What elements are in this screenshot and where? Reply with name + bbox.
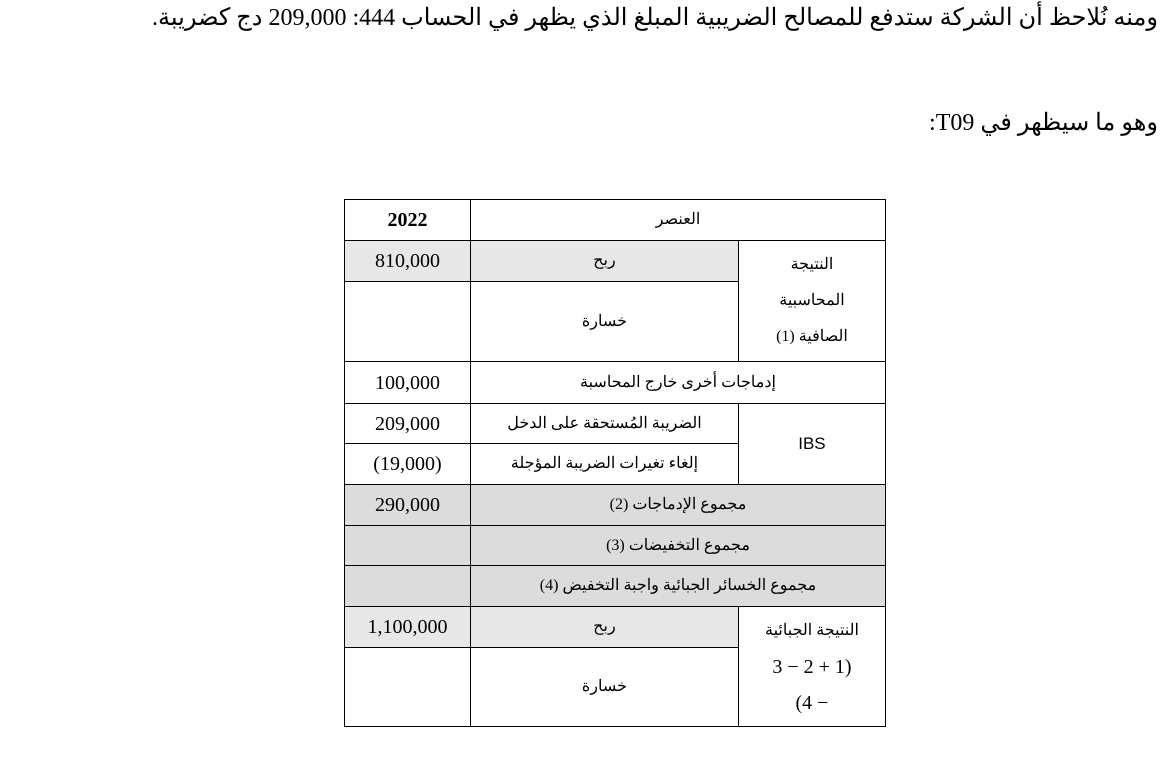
fiscal-result-label-line: − 4) [795, 691, 829, 714]
ibs-cancel-value: (19,000) [345, 444, 471, 485]
table-row [345, 566, 886, 607]
table-row [345, 241, 886, 282]
accounting-result-label-line: الصافية (1) [776, 328, 848, 345]
paragraph-t09-intro: وهو ما سيظهر في T09: [929, 110, 1158, 136]
header-element: العنصر [470, 200, 885, 241]
total-deductions-label: مجموع التخفيضات (3) [470, 526, 885, 566]
fiscal-profit-label: ربح [470, 607, 738, 648]
table-row [345, 526, 886, 566]
accounting-profit-value: 810,000 [345, 241, 471, 282]
other-addbacks-value: 100,000 [345, 362, 471, 404]
accounting-result-label-line: النتيجة [790, 256, 834, 273]
total-losses-value [345, 566, 471, 607]
accounting-profit-label: ربح [470, 241, 738, 282]
header-year: 2022 [345, 200, 471, 241]
ibs-due-label: الضريبة المُستحقة على الدخل [470, 404, 738, 444]
total-addbacks-value: 290,000 [345, 485, 471, 526]
ibs-due-value: 209,000 [345, 404, 471, 444]
total-deductions-value [345, 526, 471, 566]
other-addbacks-label: إدماجات أخرى خارج المحاسبة [470, 362, 885, 404]
ibs-cancel-label: إلغاء تغيرات الضريبة المؤجلة [470, 444, 738, 485]
accounting-loss-label: خسارة [470, 282, 738, 362]
table-row [345, 607, 886, 648]
fiscal-result-label [738, 607, 885, 727]
ibs-label: IBS [738, 404, 885, 485]
fiscal-loss-value [345, 648, 471, 727]
accounting-result-label-line: المحاسبية [779, 292, 845, 309]
fiscal-result-label-line: (1 + 2 − 3 [772, 655, 852, 678]
fiscal-loss-label: خسارة [470, 648, 738, 727]
total-addbacks-label: مجموع الإدماجات (2) [470, 485, 885, 526]
fiscal-profit-value: 1,100,000 [345, 607, 471, 648]
fiscal-result-label-line: النتيجة الجبائية [765, 621, 859, 639]
table-row [345, 362, 886, 404]
total-losses-label: مجموع الخسائر الجبائية واجبة التخفيض (4) [470, 566, 885, 607]
paragraph-tax-payment: ومنه نُلاحظ أن الشركة ستدفع للمصالح الضريبية المبلغ الذي يظهر في الحساب 444: 209,000 دج كضريبة. [152, 5, 1158, 31]
t09-table [344, 199, 886, 727]
table-row [345, 485, 886, 526]
accounting-loss-value [345, 282, 471, 362]
accounting-result-label [738, 241, 885, 362]
table-row [345, 404, 886, 444]
table-header-row [345, 200, 886, 241]
